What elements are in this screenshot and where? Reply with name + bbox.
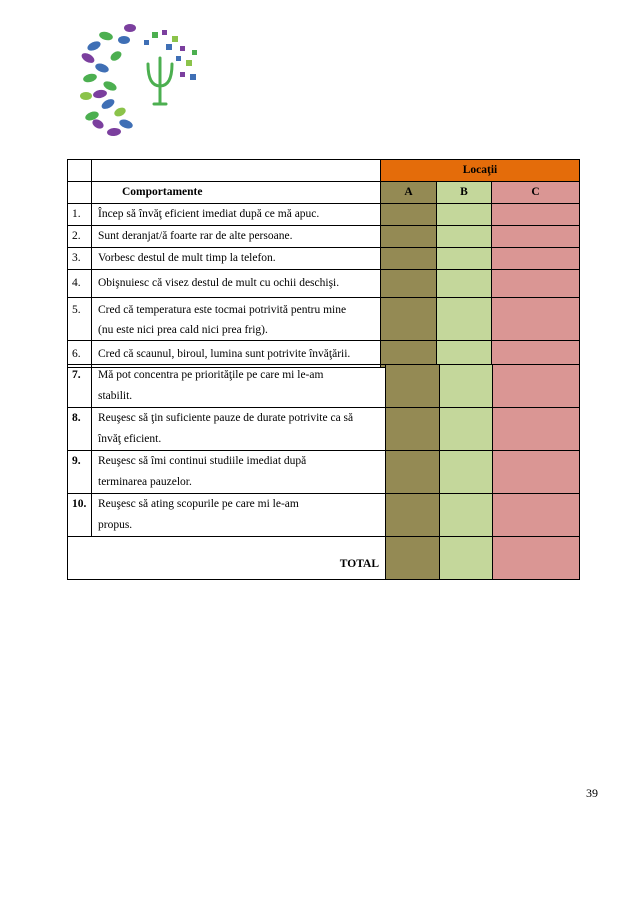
total-cell-a[interactable]	[386, 537, 440, 580]
empty-num-header	[68, 182, 92, 204]
row-text-line: Reuşesc să ţin suficiente pauze de durate potrivite ca să	[98, 412, 354, 424]
cell-a[interactable]	[386, 365, 440, 408]
empty-header-cell	[68, 160, 92, 182]
row-number: 6.	[68, 341, 92, 368]
cell-c[interactable]	[492, 226, 580, 248]
table-row	[68, 204, 580, 226]
table-row	[68, 248, 580, 270]
row-text-line: învăţ eficient.	[98, 433, 162, 445]
row-number: 9.	[68, 451, 92, 494]
row-text-line: Sunt deranjat/ă foarte rar de alte persoane.	[98, 230, 293, 242]
table-row	[68, 270, 580, 298]
row-text-line: propus.	[98, 519, 133, 531]
row-text-line: stabilit.	[98, 390, 133, 402]
cell-a[interactable]	[386, 408, 440, 451]
row-text	[92, 365, 386, 408]
row-text	[92, 270, 381, 298]
cell-b[interactable]	[437, 248, 492, 270]
row-text-line: Mă pot concentra pe priorităţile pe care mi le-am	[98, 369, 324, 381]
row-text	[92, 248, 381, 270]
table-row	[68, 226, 580, 248]
psychology-logo	[80, 20, 202, 138]
cell-a[interactable]	[381, 270, 437, 298]
row-number: 5.	[68, 298, 92, 341]
row-number: 7.	[68, 365, 92, 408]
row-text-line: Reuşesc să ating scopurile pe care mi le-am	[98, 498, 299, 510]
row-text-line: Cred că temperatura este tocmai potrivită pentru mine	[98, 304, 347, 316]
row-number: 3.	[68, 248, 92, 270]
row-text-line: Cred că scaunul, biroul, lumina sunt potrivite învăţării.	[98, 348, 351, 360]
row-number: 1.	[68, 204, 92, 226]
cell-a[interactable]	[381, 226, 437, 248]
cell-c[interactable]	[492, 270, 580, 298]
col-b-header: B	[437, 182, 492, 204]
cell-b[interactable]	[440, 451, 493, 494]
row-text-line: Obişnuiesc că visez destul de mult cu ochii deschişi.	[98, 277, 340, 289]
cell-b[interactable]	[440, 494, 493, 537]
total-label: TOTAL	[68, 537, 386, 580]
table-row	[68, 298, 580, 341]
locatii-header: Locaţii	[381, 160, 580, 182]
col-c-header: C	[492, 182, 580, 204]
cell-b[interactable]	[440, 408, 493, 451]
cell-a[interactable]	[386, 451, 440, 494]
comportamente-header: Comportamente	[92, 182, 381, 204]
cell-a[interactable]	[381, 204, 437, 226]
empty-header-cell	[92, 160, 381, 182]
behaviors-table-part1	[67, 159, 580, 368]
row-number: 8.	[68, 408, 92, 451]
row-text-line: Reuşesc să îmi continui studiile imediat după	[98, 455, 307, 467]
row-text	[92, 494, 386, 537]
row-text-line: Vorbesc destul de mult timp la telefon.	[98, 252, 276, 264]
row-text-line: Încep să învăţ eficient imediat după ce mă apuc.	[98, 208, 320, 220]
col-a-header: A	[381, 182, 437, 204]
cell-a[interactable]	[381, 248, 437, 270]
cell-c[interactable]	[493, 494, 580, 537]
row-number: 10.	[68, 494, 92, 537]
cell-a[interactable]	[386, 494, 440, 537]
cell-b[interactable]	[437, 270, 492, 298]
table-row	[68, 494, 580, 537]
cell-c[interactable]	[492, 298, 580, 341]
row-text	[92, 408, 386, 451]
cell-c[interactable]	[492, 248, 580, 270]
cell-c[interactable]	[493, 451, 580, 494]
cell-b[interactable]	[437, 298, 492, 341]
table-row	[68, 408, 580, 451]
row-number: 4.	[68, 270, 92, 298]
row-text-line: (nu este nici prea cald nici prea frig).	[98, 324, 268, 336]
row-text	[92, 204, 381, 226]
row-number: 2.	[68, 226, 92, 248]
row-text	[92, 226, 381, 248]
cell-b[interactable]	[437, 226, 492, 248]
total-cell-c[interactable]	[493, 537, 580, 580]
behaviors-table-part2	[67, 364, 580, 580]
cell-b[interactable]	[437, 204, 492, 226]
page-number: 39	[586, 786, 598, 800]
total-cell-b[interactable]	[440, 537, 493, 580]
table-row	[68, 365, 580, 408]
total-row	[68, 537, 580, 580]
cell-c[interactable]	[493, 408, 580, 451]
table-row	[68, 451, 580, 494]
cell-c[interactable]	[493, 365, 580, 408]
cell-a[interactable]	[381, 298, 437, 341]
row-text-line: terminarea pauzelor.	[98, 476, 192, 488]
row-text	[92, 451, 386, 494]
row-text	[92, 298, 381, 341]
cell-c[interactable]	[492, 204, 580, 226]
cell-b[interactable]	[440, 365, 493, 408]
